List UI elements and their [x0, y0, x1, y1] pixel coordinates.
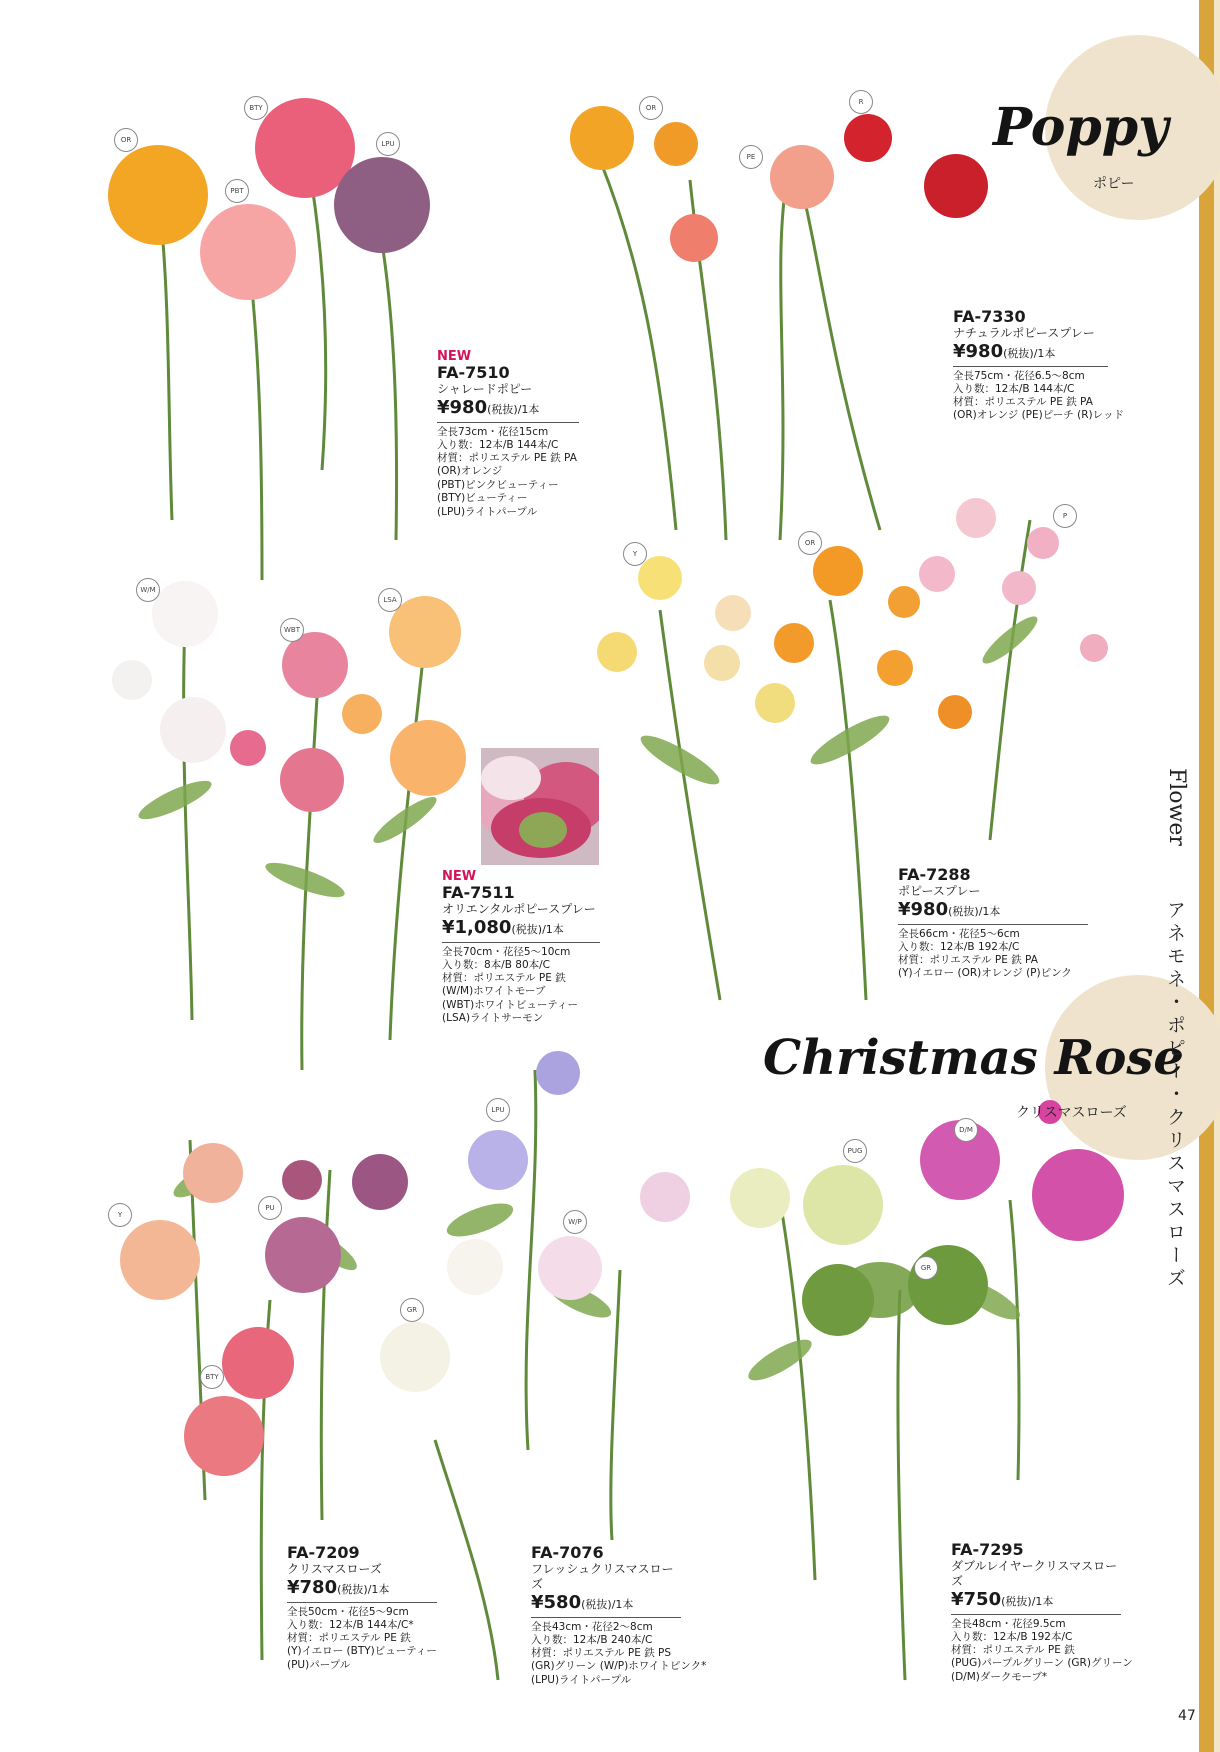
spec-line: 材質：ポリエステル PE 鉄 PS	[531, 1647, 672, 1659]
product-price: ¥1,080(税抜)/1本	[442, 917, 600, 943]
color-line: (WBT)ホワイトビューティー	[442, 998, 579, 1011]
product-code: FA-7076	[531, 1543, 604, 1562]
new-badge: NEW	[442, 869, 477, 884]
variant-label: OR	[114, 128, 138, 152]
product-name: フレッシュクリスマスローズ	[531, 1562, 674, 1591]
product-name: シャレードポピー	[437, 382, 533, 396]
spec-line: 入り数：12本/B 144本/C*	[287, 1619, 414, 1631]
product-fa7510	[437, 350, 579, 519]
color-line: (BTY)ビューティー	[437, 492, 528, 504]
color-line: (PU)パープル	[287, 1658, 351, 1671]
product-name: クリスマスローズ	[287, 1562, 382, 1576]
color-line: (Y)イエロー (BTY)ビューティー	[287, 1645, 437, 1657]
new-badge: NEW	[437, 349, 472, 364]
variant-label: PUG	[843, 1139, 867, 1163]
variant-label: WBT	[280, 618, 304, 642]
color-line: (Y)イエロー (OR)オレンジ (P)ピンク	[898, 967, 1072, 979]
product-fa7209	[287, 1544, 437, 1672]
variant-label: D/M	[954, 1118, 978, 1142]
variant-label: GR	[400, 1298, 424, 1322]
variant-label: W/M	[136, 578, 160, 602]
variant-label: R	[849, 90, 873, 114]
spec-line: 材質：ポリエステル PE 鉄 PA	[898, 954, 1038, 966]
spec-line: 入り数：12本/B 144本/C	[953, 383, 1075, 395]
product-price: ¥980(税抜)/1本	[953, 341, 1108, 367]
spec-line: 材質：ポリエステル PE 鉄	[951, 1644, 1075, 1656]
spec-line: 全長48cm・花径9.5cm	[951, 1618, 1066, 1630]
spec-line: 入り数：12本/B 192本/C	[951, 1631, 1073, 1643]
product-code: FA-7510	[437, 363, 510, 382]
side-label-flower: Flower	[1164, 768, 1189, 846]
product-code: FA-7288	[898, 865, 971, 884]
color-line: (LPU)ライトパープル	[437, 505, 538, 518]
variant-label: PU	[258, 1196, 282, 1220]
color-line: (PBT)ピンクビューティー	[437, 478, 559, 491]
spec-line: 全長75cm・花径6.5〜8cm	[953, 370, 1085, 382]
spec-line: 材質：ポリエステル PE 鉄 PA	[953, 396, 1093, 408]
variant-label: BTY	[244, 96, 268, 120]
variant-label: W/P	[563, 1210, 587, 1234]
product-code: FA-7511	[442, 883, 515, 902]
section-title-poppy: Poppy	[993, 97, 1169, 158]
color-line: (OR)オレンジ (PE)ピーチ (R)レッド	[953, 409, 1125, 421]
product-price: ¥580(税抜)/1本	[531, 1592, 681, 1618]
product-price: ¥750(税抜)/1本	[951, 1589, 1121, 1615]
variant-label: LPU	[376, 132, 400, 156]
product-fa7511	[442, 870, 600, 1026]
spec-line: 材質：ポリエステル PE 鉄	[442, 972, 566, 984]
page-number: 47	[1178, 1708, 1196, 1724]
color-line: (OR)オレンジ	[437, 465, 503, 477]
section-subtitle-poppy: ポピー	[1093, 176, 1135, 192]
section-subtitle-christmas-rose: クリスマスローズ	[1016, 1105, 1127, 1121]
product-fa7076	[531, 1543, 707, 1687]
product-fa7288	[898, 866, 1088, 981]
product-name: オリエンタルポピースプレー	[442, 902, 596, 916]
color-line: (W/M)ホワイトモーブ	[442, 985, 546, 997]
variant-label: PBT	[225, 179, 249, 203]
spec-line: 材質：ポリエステル PE 鉄	[287, 1632, 411, 1644]
product-name: ポピースプレー	[898, 884, 981, 898]
variant-label: P	[1053, 504, 1077, 528]
variant-label: PE	[739, 145, 763, 169]
product-price: ¥980(税抜)/1本	[898, 899, 1088, 925]
color-line: (GR)グリーン (W/P)ホワイトピンク*	[531, 1660, 707, 1672]
product-name: ダブルレイヤークリスマスローズ	[951, 1559, 1118, 1588]
spec-line: 入り数：12本/B 240本/C	[531, 1634, 653, 1646]
product-name: ナチュラルポピースプレー	[953, 326, 1095, 340]
product-price: ¥780(税抜)/1本	[287, 1577, 437, 1603]
variant-label: OR	[798, 531, 822, 555]
color-line: (D/M)ダークモーブ*	[951, 1670, 1048, 1683]
variant-label: LPU	[486, 1098, 510, 1122]
spec-line: 材質：ポリエステル PE 鉄 PA	[437, 452, 577, 464]
spec-line: 全長43cm・花径2〜8cm	[531, 1621, 653, 1633]
product-fa7295	[951, 1540, 1133, 1684]
variant-label: OR	[639, 96, 663, 120]
spec-line: 全長73cm・花径15cm	[437, 426, 549, 438]
side-label-categories: アネモネ・ポピー・クリスマスローズ	[1164, 900, 1186, 1291]
product-fa7330	[953, 307, 1125, 423]
spec-line: 全長50cm・花径5〜9cm	[287, 1606, 409, 1618]
product-code: FA-7330	[953, 307, 1026, 326]
color-line: (LPU)ライトパープル	[531, 1673, 632, 1686]
spec-line: 全長70cm・花径5〜10cm	[442, 946, 571, 958]
inset-closeup-photo	[481, 748, 599, 865]
variant-label: BTY	[200, 1365, 224, 1389]
product-code: FA-7209	[287, 1543, 360, 1562]
product-code: FA-7295	[951, 1540, 1024, 1559]
spec-line: 入り数：8本/B 80本/C	[442, 959, 550, 971]
color-line: (PUG)パープルグリーン (GR)グリーン	[951, 1657, 1133, 1669]
color-line: (LSA)ライトサーモン	[442, 1012, 544, 1024]
section-title-christmas-rose: Christmas Rose	[763, 1030, 1184, 1086]
variant-label: Y	[623, 542, 647, 566]
variant-label: LSA	[378, 588, 402, 612]
variant-label: GR	[914, 1256, 938, 1280]
spec-line: 全長66cm・花径5〜6cm	[898, 928, 1020, 940]
variant-label: Y	[108, 1203, 132, 1227]
spec-line: 入り数：12本/B 144本/C	[437, 439, 559, 451]
product-price: ¥980(税抜)/1本	[437, 397, 579, 423]
spec-line: 入り数：12本/B 192本/C	[898, 941, 1020, 953]
